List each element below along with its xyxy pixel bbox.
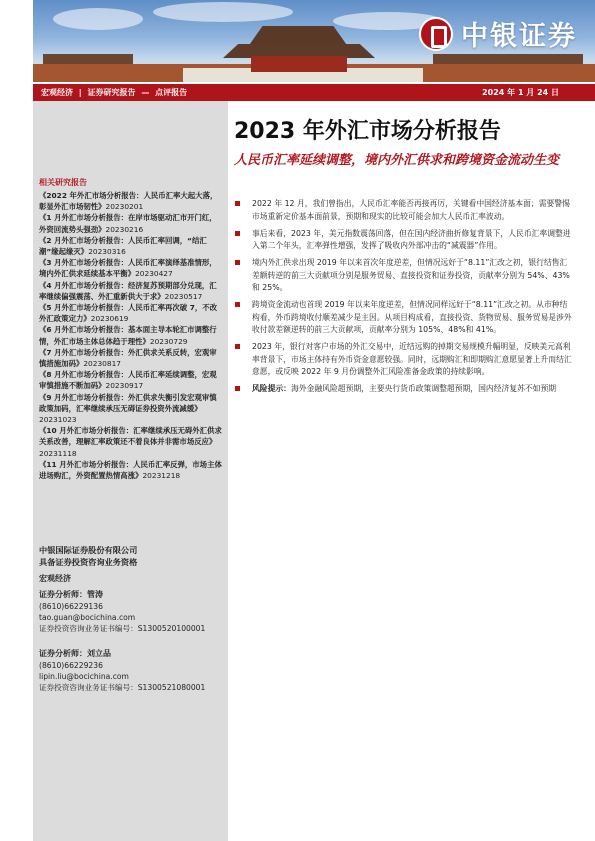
- analyst-email[interactable]: lipin.liu@bocichina.com: [39, 672, 129, 681]
- related-report-item[interactable]: 《5 月外汇市场分析报告：人民币汇率再次破 7，不改外汇政策定力》20230619: [39, 303, 218, 324]
- related-report-item[interactable]: 《9 月外汇市场分析报告：外汇供求失衡引发宏观审慎政策加码，汇率继续承压无碍证券投资外流减缓》20231023: [39, 392, 217, 425]
- key-point: 2023 年，银行对客户市场的外汇交易中，近结远购的掉期交易规模升幅明显，反映美元高利率背景下，市场主体持有外币资金意愿较强。同时，远期购汇和即期购汇意愿显著上升而结汇意愿，或反映 2022 年 9 月份调整外汇风险准备金政策的持续影响。: [234, 341, 574, 379]
- report-date: 2024 年 1 月 24 日: [482, 88, 559, 97]
- company-qualification: 具备证券投资咨询业务资格: [39, 557, 138, 567]
- analyst-name: 管涛: [87, 590, 103, 599]
- company-name: 中银国际证券股份有限公司: [39, 545, 138, 555]
- analyst-phone: (8610)66229236: [39, 661, 103, 670]
- related-reports-list: [39, 190, 224, 481]
- breadcrumb-report-type: 证券研究报告: [87, 88, 136, 97]
- analyst-card: [39, 588, 224, 634]
- analyst-role: 证券分析师：: [39, 649, 87, 658]
- related-report-item[interactable]: 《2 月外汇市场分析报告：人民币汇率回调，“结汇潮”缘起缘灭》20230316: [39, 235, 207, 257]
- brand-logo: [419, 14, 577, 53]
- related-report-item[interactable]: 《4 月外汇市场分析报告：经济复苏预期部分兑现，汇率继续偏强震荡、外汇重新供大于求》20230517: [39, 280, 217, 301]
- related-report-item[interactable]: 《10 月外汇市场分析报告：汇率继续承压无碍外汇供求关系改善，理解汇率政策还不着良体并非需市场反应》20231118: [39, 426, 222, 458]
- report-subtitle: 人民币汇率延续调整，境内外汇供求和跨境资金流动生变: [234, 153, 560, 168]
- risk-warning: 风险提示：海外金融风险超预期，主要央行货币政策调整超预期，国内经济复苏不如预期: [234, 383, 574, 396]
- related-reports-title: 相关研究报告: [39, 178, 87, 187]
- header-banner-image: [33, 0, 595, 82]
- breadcrumb: [41, 87, 190, 98]
- breadcrumb-subtype: 点评报告: [155, 88, 188, 97]
- breadcrumb-sector: 宏观经济: [41, 88, 73, 97]
- report-title: 2023 年外汇市场分析报告: [234, 119, 501, 144]
- key-point: 跨境资金流动也首现 2019 年以来年度逆差，但情况同样远好于“8.11”汇改之初。从市种结构看，外币跨境收付顺差减少是主因。从项目构成看，直接投资、货物贸易、服务贸易是涉外收付款差额逆转的前三大贡献项，贡献率分别为 105%、48%和 41%。: [234, 299, 574, 337]
- key-points-list: [234, 198, 574, 400]
- breadcrumb-dash: —: [141, 88, 150, 97]
- related-report-item[interactable]: 《11 月外汇市场分析报告：人民币汇率反弹，市场主体进场购汇，外资配置热情高涨》20231218: [39, 459, 222, 481]
- analyst-certificate: 证券投资咨询业务证书编号：S1300521080001: [39, 683, 206, 692]
- related-report-item[interactable]: 《6 月外汇市场分析报告：基本面主导本轮汇市调整行情，外汇市场主体总体趋于理性》20230729: [39, 325, 217, 346]
- related-report-item[interactable]: 《8 月外汇市场分析报告：人民币汇率延续调整，宏观审慎措施不断加码》20230917: [39, 370, 217, 391]
- related-report-item[interactable]: 《1 月外汇市场分析报告：在岸市场驱动汇市开门红，外资回流势头强劲》20230216: [39, 213, 217, 234]
- key-point: 事后来看，2023 年，美元指数震荡回落，但在国内经济曲折修复背景下，人民币汇率调整进入第二个年头，汇率弹性增强，发挥了吸收内外部冲击的“减震器”作用。: [234, 228, 574, 253]
- key-point: 境内外汇供求出现 2019 年以来首次年度逆差，但情况远好于“8.11”汇改之初，银行结售汇差额转逆的前三大贡献项分别是服务贸易、直接投资和证券投资，贡献率分别为 54%、43%和 25%。: [234, 257, 574, 295]
- analyst-role: 证券分析师：: [39, 590, 87, 599]
- sector-label: 宏观经济: [39, 574, 71, 583]
- related-report-item[interactable]: 《3 月外汇市场分析报告：人民币汇率演绎基准情形，境内外汇供求延续基本平衡》20230427: [39, 258, 217, 279]
- brand-name: 中银证券: [461, 21, 577, 52]
- analyst-phone: (8610)66229136: [39, 602, 103, 611]
- analyst-name: 刘立品: [87, 649, 111, 658]
- analyst-card: [39, 647, 224, 693]
- analyst-email[interactable]: tao.guan@bocichina.com: [39, 613, 136, 622]
- company-info: [39, 544, 224, 568]
- analyst-certificate: 证券投资咨询业务证书编号：S1300520100001: [39, 624, 206, 633]
- report-category-bar: [33, 84, 595, 101]
- breadcrumb-separator: |: [78, 88, 82, 97]
- related-report-item[interactable]: 《7 月外汇市场分析报告：外汇供求关系反转，宏观审慎措施加码》20230817: [39, 347, 217, 369]
- bank-of-china-logo-icon: [419, 17, 453, 51]
- related-report-item[interactable]: 《2022 年外汇市场分析报告：人民币汇率大起大落，彰显外汇市场韧性》20230201: [39, 191, 218, 212]
- left-sidebar: [33, 101, 228, 841]
- key-point: 2022 年 12 月，我们曾指出，人民币汇率能否再接再厉，关键看中国经济基本面；需要警惕市场重新定价基本面前景，预期和现实的比较可能会加大人民币汇率波动。: [234, 198, 574, 223]
